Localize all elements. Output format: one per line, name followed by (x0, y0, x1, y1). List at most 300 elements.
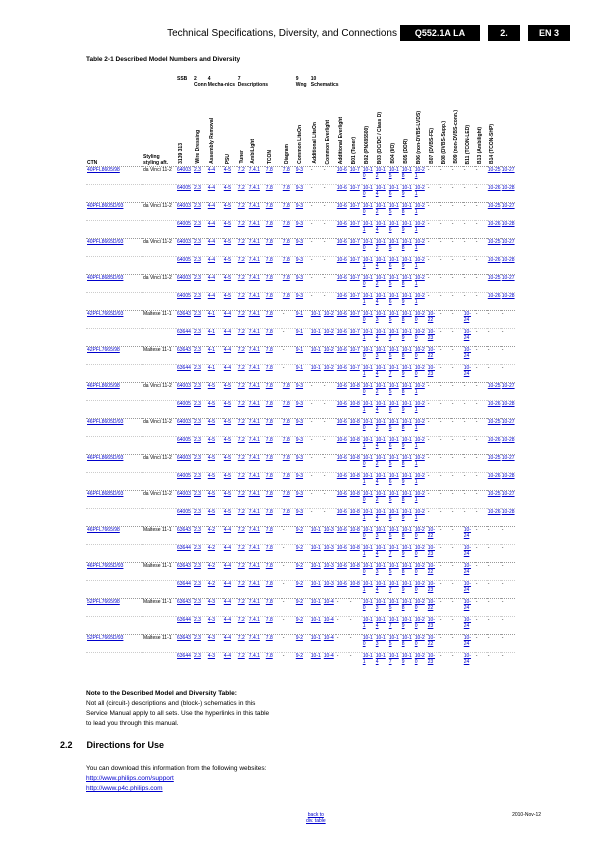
table-cell[interactable]: 10-23 (427, 545, 439, 563)
table-cell[interactable]: 10-6 (336, 293, 349, 311)
table-cell[interactable]: 10-6 (336, 221, 349, 239)
table-cell[interactable]: 10-13 (375, 311, 388, 329)
table-cell[interactable]: 10-26 (487, 257, 501, 275)
table-cell[interactable]: 10-6 (336, 509, 349, 527)
table-cell[interactable]: 7.8 (265, 257, 282, 275)
table-cell[interactable]: 7.4.1 (248, 275, 265, 293)
table-cell[interactable]: 10-1 (310, 545, 323, 563)
table-cell[interactable]: 10-14 (375, 473, 388, 491)
table-cell[interactable]: 2.3 (193, 239, 207, 257)
ssb-cell[interactable]: 64003 (176, 419, 193, 437)
table-cell[interactable]: 7.8 (282, 239, 295, 257)
table-cell[interactable]: 10-12 (375, 491, 388, 509)
table-cell[interactable]: 10-26 (487, 221, 501, 239)
table-cell[interactable]: 10-15 (388, 275, 401, 293)
table-cell[interactable]: 10-28 (501, 257, 515, 275)
table-cell[interactable]: 10-4 (323, 653, 336, 671)
table-cell[interactable]: 10-18 (401, 383, 414, 401)
table-cell[interactable]: 4-5 (223, 203, 237, 221)
table-cell[interactable]: 7.2 (237, 437, 248, 455)
ssb-cell[interactable]: 64005 (176, 257, 193, 275)
table-cell[interactable]: 2.3 (193, 527, 207, 545)
table-cell[interactable]: 10-11 (362, 581, 375, 599)
table-cell[interactable]: 7.4.1 (248, 347, 265, 365)
table-cell[interactable]: 4-4 (207, 221, 223, 239)
table-cell[interactable]: 10-18 (401, 527, 414, 545)
table-cell[interactable]: 10-3 (323, 581, 336, 599)
table-cell[interactable]: 10-18 (401, 491, 414, 509)
table-cell[interactable]: 9-3 (295, 383, 310, 401)
table-cell[interactable]: 2.3 (193, 419, 207, 437)
table-cell[interactable]: 10-15 (388, 311, 401, 329)
table-cell[interactable]: 4-5 (207, 509, 223, 527)
table-cell[interactable]: 4-4 (207, 185, 223, 203)
table-cell[interactable]: 7.8 (265, 653, 282, 671)
table-cell[interactable]: 7.2 (237, 365, 248, 383)
table-cell[interactable]: 4-3 (207, 599, 223, 617)
table-cell[interactable]: 2.3 (193, 617, 207, 635)
table-cell[interactable]: 10-11 (362, 653, 375, 671)
table-cell[interactable]: 10-11 (362, 365, 375, 383)
table-cell[interactable]: 4-5 (223, 239, 237, 257)
table-cell[interactable]: 10-28 (501, 293, 515, 311)
table-cell[interactable]: 10-15 (388, 563, 401, 581)
table-cell[interactable]: 7.2 (237, 599, 248, 617)
table-cell[interactable]: 7.8 (265, 455, 282, 473)
table-cell[interactable]: 4-5 (223, 275, 237, 293)
table-cell[interactable]: 7.4.1 (248, 311, 265, 329)
table-cell[interactable]: 7.2 (237, 311, 248, 329)
table-cell[interactable]: 10-16 (388, 185, 401, 203)
table-cell[interactable]: 7.8 (265, 221, 282, 239)
table-cell[interactable]: 10-6 (336, 203, 349, 221)
table-cell[interactable]: 10-14 (375, 365, 388, 383)
table-cell[interactable]: 10-14 (375, 617, 388, 635)
table-cell[interactable]: 10-6 (336, 473, 349, 491)
table-cell[interactable]: 10-4 (323, 599, 336, 617)
table-cell[interactable]: 10-6 (336, 491, 349, 509)
table-cell[interactable]: 4-5 (223, 383, 237, 401)
table-cell[interactable]: 10-6 (336, 239, 349, 257)
table-cell[interactable]: 9-3 (295, 257, 310, 275)
table-cell[interactable]: 10-10 (362, 203, 375, 221)
ssb-cell[interactable]: 63644 (176, 581, 193, 599)
back-link-line2[interactable]: div. table (306, 818, 326, 824)
table-cell[interactable]: 9-3 (295, 473, 310, 491)
table-cell[interactable]: 7.4.1 (248, 401, 265, 419)
ssb-cell[interactable]: 63644 (176, 617, 193, 635)
table-cell[interactable]: 10-14 (375, 653, 388, 671)
table-cell[interactable]: 7.2 (237, 419, 248, 437)
ctn-cell[interactable]: 52PFL7665D/93 (86, 635, 142, 653)
table-cell[interactable]: 10-15 (388, 347, 401, 365)
table-cell[interactable]: 10-28 (501, 221, 515, 239)
table-cell[interactable]: 10-15 (388, 455, 401, 473)
table-cell[interactable]: 10-10 (362, 311, 375, 329)
table-cell[interactable]: 10-25 (487, 275, 501, 293)
table-cell[interactable]: 9-2 (295, 545, 310, 563)
ctn-cell[interactable]: 40PFL8605/98 (86, 167, 142, 185)
table-cell[interactable]: 10-14 (375, 221, 388, 239)
table-cell[interactable]: 4-1 (207, 365, 223, 383)
table-cell[interactable]: 10-18 (401, 419, 414, 437)
ssb-cell[interactable]: 63643 (176, 635, 193, 653)
table-cell[interactable]: 4-5 (223, 491, 237, 509)
table-cell[interactable]: 4-3 (207, 617, 223, 635)
table-cell[interactable]: 7.2 (237, 221, 248, 239)
table-cell[interactable]: 10-6 (336, 563, 349, 581)
table-cell[interactable]: 2.3 (193, 221, 207, 239)
table-cell[interactable]: 2.3 (193, 473, 207, 491)
table-cell[interactable]: 10-8 (349, 545, 362, 563)
table-cell[interactable]: 10-13 (375, 563, 388, 581)
table-cell[interactable]: 10-22 (427, 527, 439, 545)
table-cell[interactable]: 10-20 (414, 329, 427, 347)
ssb-cell[interactable]: 64003 (176, 383, 193, 401)
table-cell[interactable]: 2.3 (193, 329, 207, 347)
table-cell[interactable]: 7.4.1 (248, 383, 265, 401)
table-cell[interactable]: 10-8 (349, 563, 362, 581)
table-cell[interactable]: 10-20 (414, 527, 427, 545)
table-cell[interactable]: 10-18 (401, 347, 414, 365)
table-cell[interactable]: 10-1 (310, 599, 323, 617)
table-cell[interactable]: 4-4 (207, 293, 223, 311)
table-cell[interactable]: 10-24 (463, 329, 475, 347)
ssb-cell[interactable]: 63644 (176, 329, 193, 347)
table-cell[interactable]: 7.2 (237, 527, 248, 545)
table-cell[interactable]: 2.3 (193, 599, 207, 617)
ssb-cell[interactable]: 64003 (176, 203, 193, 221)
ssb-cell[interactable]: 63643 (176, 311, 193, 329)
table-cell[interactable]: 10-6 (336, 437, 349, 455)
table-cell[interactable]: 7.4.1 (248, 437, 265, 455)
table-cell[interactable]: 4-2 (207, 545, 223, 563)
table-cell[interactable]: 7.8 (265, 203, 282, 221)
table-cell[interactable]: 10-1 (310, 527, 323, 545)
table-cell[interactable]: 4-4 (223, 365, 237, 383)
table-cell[interactable]: 10-27 (501, 275, 515, 293)
table-cell[interactable]: 10-11 (362, 473, 375, 491)
table-cell[interactable]: 9-3 (295, 185, 310, 203)
table-cell[interactable]: 10-19 (401, 257, 414, 275)
table-cell[interactable]: 10-11 (362, 617, 375, 635)
table-cell[interactable]: 7.8 (265, 527, 282, 545)
table-cell[interactable]: 7.2 (237, 275, 248, 293)
table-cell[interactable]: 2.3 (193, 545, 207, 563)
table-cell[interactable]: 7.2 (237, 455, 248, 473)
table-cell[interactable]: 7.4.1 (248, 365, 265, 383)
table-cell[interactable]: 4-5 (207, 473, 223, 491)
table-cell[interactable]: 10-26 (487, 401, 501, 419)
table-cell[interactable]: 10-24 (463, 527, 475, 545)
table-cell[interactable]: 10-16 (388, 293, 401, 311)
table-cell[interactable]: 10-10 (362, 167, 375, 185)
table-cell[interactable]: 9-3 (295, 401, 310, 419)
table-cell[interactable]: 10-24 (463, 545, 475, 563)
table-cell[interactable]: 4-5 (223, 419, 237, 437)
table-cell[interactable]: 4-5 (223, 509, 237, 527)
table-cell[interactable]: 10-17 (388, 617, 401, 635)
table-cell[interactable]: 7.8 (282, 221, 295, 239)
ctn-cell[interactable]: 46PFL7665/98 (86, 527, 142, 545)
table-cell[interactable]: 9-2 (295, 581, 310, 599)
ssb-cell[interactable]: 64003 (176, 167, 193, 185)
table-cell[interactable]: 7.4.1 (248, 293, 265, 311)
table-cell[interactable]: 7.8 (265, 347, 282, 365)
table-cell[interactable]: 10-11 (362, 401, 375, 419)
table-cell[interactable]: 7.8 (265, 275, 282, 293)
table-cell[interactable]: 10-21 (414, 221, 427, 239)
table-cell[interactable]: 4-5 (207, 401, 223, 419)
table-cell[interactable]: 4-5 (223, 167, 237, 185)
table-cell[interactable]: 10-20 (414, 311, 427, 329)
table-cell[interactable]: 7.8 (282, 455, 295, 473)
table-cell[interactable]: 2.3 (193, 491, 207, 509)
table-cell[interactable]: 2.3 (193, 635, 207, 653)
table-cell[interactable]: 10-28 (501, 473, 515, 491)
table-cell[interactable]: 7.8 (282, 185, 295, 203)
table-cell[interactable]: 4-3 (207, 635, 223, 653)
table-cell[interactable]: 9-3 (295, 293, 310, 311)
table-cell[interactable]: 4-3 (207, 653, 223, 671)
table-cell[interactable]: 10-11 (362, 293, 375, 311)
table-cell[interactable]: 10-27 (501, 491, 515, 509)
table-cell[interactable]: 10-26 (487, 473, 501, 491)
table-cell[interactable]: 7.4.1 (248, 581, 265, 599)
ssb-cell[interactable]: 64005 (176, 401, 193, 419)
table-cell[interactable]: 10-6 (336, 419, 349, 437)
table-cell[interactable]: 9-3 (295, 491, 310, 509)
table-cell[interactable]: 10-14 (375, 401, 388, 419)
table-cell[interactable]: 7.2 (237, 401, 248, 419)
table-cell[interactable]: 7.8 (265, 365, 282, 383)
table-cell[interactable]: 10-10 (362, 239, 375, 257)
table-cell[interactable]: 10-23 (427, 581, 439, 599)
table-cell[interactable]: 10-21 (414, 257, 427, 275)
table-cell[interactable]: 4-4 (223, 347, 237, 365)
ssb-cell[interactable]: 63643 (176, 527, 193, 545)
ctn-cell[interactable]: 40PFL8685D/93 (86, 275, 142, 293)
table-cell[interactable]: 10-19 (401, 437, 414, 455)
table-cell[interactable]: 10-19 (401, 221, 414, 239)
table-cell[interactable]: 10-20 (414, 617, 427, 635)
table-cell[interactable]: 4-4 (223, 311, 237, 329)
table-cell[interactable]: 10-21 (414, 491, 427, 509)
table-cell[interactable]: 10-21 (414, 293, 427, 311)
table-cell[interactable]: 9-1 (295, 365, 310, 383)
table-cell[interactable]: 10-12 (375, 275, 388, 293)
table-cell[interactable]: 10-20 (414, 653, 427, 671)
table-cell[interactable]: 10-28 (501, 401, 515, 419)
table-cell[interactable]: 10-1 (310, 563, 323, 581)
table-cell[interactable]: 9-3 (295, 221, 310, 239)
table-cell[interactable]: 10-10 (362, 599, 375, 617)
table-cell[interactable]: 10-10 (362, 275, 375, 293)
table-cell[interactable]: 10-6 (336, 455, 349, 473)
table-cell[interactable]: 4-5 (223, 473, 237, 491)
table-cell[interactable]: 4-5 (207, 419, 223, 437)
table-cell[interactable]: 4-5 (223, 221, 237, 239)
table-cell[interactable]: 10-15 (388, 635, 401, 653)
table-cell[interactable]: 10-27 (501, 455, 515, 473)
table-cell[interactable]: 10-22 (427, 563, 439, 581)
table-cell[interactable]: 7.4.1 (248, 563, 265, 581)
table-cell[interactable]: 7.8 (265, 401, 282, 419)
table-cell[interactable]: 10-16 (388, 509, 401, 527)
table-cell[interactable]: 10-15 (388, 203, 401, 221)
table-cell[interactable]: 7.8 (282, 257, 295, 275)
table-cell[interactable]: 10-1 (310, 365, 323, 383)
table-cell[interactable]: 10-25 (487, 167, 501, 185)
ssb-cell[interactable]: 64003 (176, 455, 193, 473)
table-cell[interactable]: 10-25 (487, 203, 501, 221)
table-cell[interactable]: 10-18 (401, 275, 414, 293)
table-cell[interactable]: 10-8 (349, 419, 362, 437)
philips-support-link[interactable]: http://www.philips.com/support (86, 775, 174, 782)
table-cell[interactable]: 10-13 (375, 527, 388, 545)
table-cell[interactable]: 2.3 (193, 167, 207, 185)
table-cell[interactable]: 4-4 (207, 167, 223, 185)
table-cell[interactable]: 10-6 (336, 545, 349, 563)
table-cell[interactable]: 10-2 (323, 311, 336, 329)
table-cell[interactable]: 4-5 (223, 185, 237, 203)
table-cell[interactable]: 10-15 (388, 491, 401, 509)
table-cell[interactable]: 4-5 (223, 437, 237, 455)
table-cell[interactable]: 7.4.1 (248, 473, 265, 491)
table-cell[interactable]: 10-12 (375, 239, 388, 257)
table-cell[interactable]: 10-19 (401, 329, 414, 347)
table-cell[interactable]: 10-17 (388, 365, 401, 383)
table-cell[interactable]: 7.4.1 (248, 167, 265, 185)
table-cell[interactable]: 7.8 (282, 293, 295, 311)
table-cell[interactable]: 10-11 (362, 545, 375, 563)
table-cell[interactable]: 10-21 (414, 419, 427, 437)
table-cell[interactable]: 10-18 (401, 311, 414, 329)
table-cell[interactable]: 10-20 (414, 365, 427, 383)
table-cell[interactable]: 10-19 (401, 581, 414, 599)
table-cell[interactable]: 10-14 (375, 257, 388, 275)
table-cell[interactable]: 10-18 (401, 563, 414, 581)
table-cell[interactable]: 10-24 (463, 563, 475, 581)
table-cell[interactable]: 10-24 (463, 599, 475, 617)
table-cell[interactable]: 4-2 (207, 563, 223, 581)
ssb-cell[interactable]: 64003 (176, 239, 193, 257)
table-cell[interactable]: 10-12 (375, 455, 388, 473)
table-cell[interactable]: 10-10 (362, 419, 375, 437)
table-cell[interactable]: 7.8 (265, 617, 282, 635)
table-cell[interactable]: 7.4.1 (248, 419, 265, 437)
table-cell[interactable]: 10-20 (414, 581, 427, 599)
table-cell[interactable]: 4-4 (207, 257, 223, 275)
table-cell[interactable]: 10-14 (375, 545, 388, 563)
table-cell[interactable]: 7.4.1 (248, 599, 265, 617)
ssb-cell[interactable]: 64005 (176, 221, 193, 239)
back-link-line1[interactable]: back to (307, 812, 324, 818)
table-cell[interactable]: 10-7 (349, 167, 362, 185)
table-cell[interactable]: 7.4.1 (248, 185, 265, 203)
table-cell[interactable]: 10-21 (414, 401, 427, 419)
table-cell[interactable]: 10-24 (463, 311, 475, 329)
table-cell[interactable]: 10-26 (487, 185, 501, 203)
ssb-cell[interactable]: 64005 (176, 509, 193, 527)
table-cell[interactable]: 7.8 (282, 491, 295, 509)
table-cell[interactable]: 9-3 (295, 167, 310, 185)
table-cell[interactable]: 10-8 (349, 437, 362, 455)
table-cell[interactable]: 10-7 (349, 185, 362, 203)
ssb-cell[interactable]: 64005 (176, 437, 193, 455)
table-cell[interactable]: 2.3 (193, 455, 207, 473)
ctn-cell[interactable]: 46PFL8665D/93 (86, 455, 142, 473)
table-cell[interactable]: 10-22 (427, 599, 439, 617)
table-cell[interactable]: 10-1 (310, 311, 323, 329)
table-cell[interactable]: 10-6 (336, 581, 349, 599)
table-cell[interactable]: 10-18 (401, 203, 414, 221)
table-cell[interactable]: 4-5 (223, 257, 237, 275)
table-cell[interactable]: 7.2 (237, 563, 248, 581)
table-cell[interactable]: 7.4.1 (248, 329, 265, 347)
table-cell[interactable]: 10-24 (463, 617, 475, 635)
ctn-cell[interactable]: 42PFL7665D/93 (86, 311, 142, 329)
table-cell[interactable]: 7.4.1 (248, 527, 265, 545)
table-cell[interactable]: 4-4 (207, 239, 223, 257)
table-cell[interactable]: 4-5 (207, 491, 223, 509)
table-cell[interactable]: 4-5 (207, 383, 223, 401)
table-cell[interactable]: 7.8 (282, 167, 295, 185)
table-cell[interactable]: 10-14 (375, 293, 388, 311)
table-cell[interactable]: 10-25 (487, 383, 501, 401)
table-cell[interactable]: 10-3 (323, 563, 336, 581)
table-cell[interactable]: 10-7 (349, 203, 362, 221)
table-cell[interactable]: 10-21 (414, 473, 427, 491)
table-cell[interactable]: 7.2 (237, 203, 248, 221)
table-cell[interactable]: 10-14 (375, 185, 388, 203)
table-cell[interactable]: 10-27 (501, 203, 515, 221)
table-cell[interactable]: 10-27 (501, 239, 515, 257)
table-cell[interactable]: 10-10 (362, 455, 375, 473)
table-cell[interactable]: 10-6 (336, 527, 349, 545)
ctn-cell[interactable]: 46PFL8605/98 (86, 383, 142, 401)
table-cell[interactable]: 7.8 (265, 293, 282, 311)
ctn-cell[interactable]: 52PFL7665/98 (86, 599, 142, 617)
table-cell[interactable]: 7.2 (237, 257, 248, 275)
table-cell[interactable]: 10-17 (388, 329, 401, 347)
table-cell[interactable]: 4-4 (223, 563, 237, 581)
table-cell[interactable]: 9-3 (295, 419, 310, 437)
table-cell[interactable]: 4-5 (223, 293, 237, 311)
table-cell[interactable]: 10-23 (427, 329, 439, 347)
table-cell[interactable]: 10-20 (414, 635, 427, 653)
table-cell[interactable]: 10-17 (388, 653, 401, 671)
table-cell[interactable]: 10-6 (336, 329, 349, 347)
table-cell[interactable]: 7.8 (265, 509, 282, 527)
table-cell[interactable]: 2.3 (193, 563, 207, 581)
table-cell[interactable]: 7.8 (282, 383, 295, 401)
table-cell[interactable]: 7.8 (265, 239, 282, 257)
table-cell[interactable]: 10-25 (487, 239, 501, 257)
table-cell[interactable]: 10-26 (487, 437, 501, 455)
table-cell[interactable]: 7.2 (237, 293, 248, 311)
table-cell[interactable]: 10-6 (336, 365, 349, 383)
ssb-cell[interactable]: 63643 (176, 347, 193, 365)
ssb-cell[interactable]: 63643 (176, 563, 193, 581)
table-cell[interactable]: 10-12 (375, 419, 388, 437)
table-cell[interactable]: 10-13 (375, 599, 388, 617)
table-cell[interactable]: 2.3 (193, 653, 207, 671)
table-cell[interactable]: 10-21 (414, 185, 427, 203)
table-cell[interactable]: 10-7 (349, 311, 362, 329)
table-cell[interactable]: 7.4.1 (248, 617, 265, 635)
table-cell[interactable]: 10-20 (414, 347, 427, 365)
